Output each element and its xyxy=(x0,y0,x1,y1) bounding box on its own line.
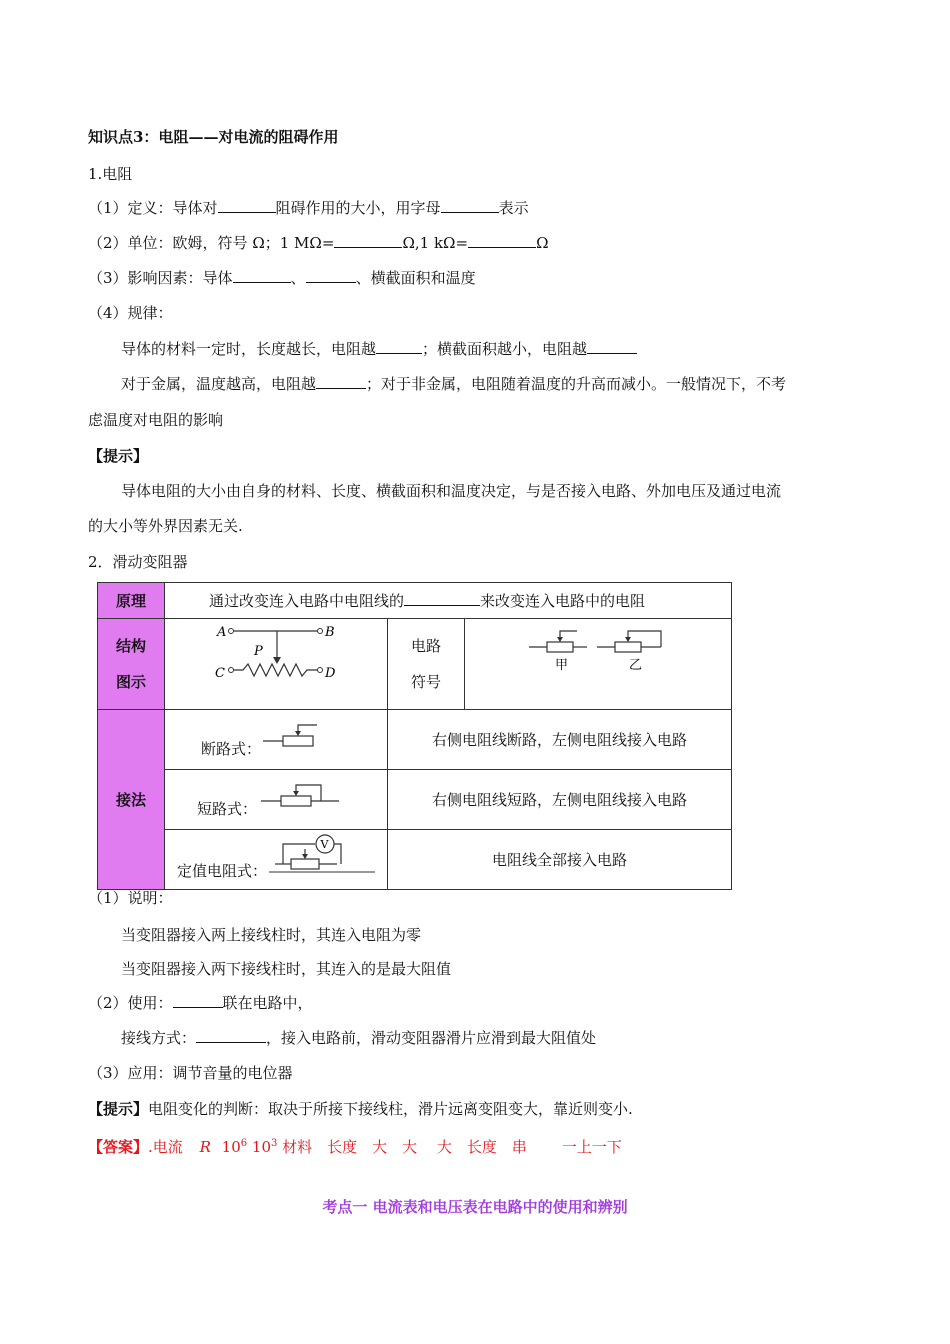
structure-label xyxy=(98,619,165,710)
text: 来改变连入电路中的电阻 xyxy=(480,592,646,610)
footer-heading: 考点一 电流表和电压表在电路中的使用和辨别 xyxy=(322,1198,628,1216)
rule-line-1 xyxy=(121,339,637,359)
short-circuit-desc: 右侧电阻线短路，左侧电阻线接入电路 xyxy=(388,770,732,830)
blank xyxy=(233,268,291,283)
blank xyxy=(173,993,223,1008)
text: 10 xyxy=(221,1138,241,1156)
tip-line-2: 的大小等外界因素无关. xyxy=(88,517,243,535)
rule-line-3: 虑温度对电阻的影响 xyxy=(88,411,224,429)
text: （2）使用： xyxy=(88,994,173,1012)
terminal-d-label: D xyxy=(325,666,336,681)
text: Ω,1 kΩ= xyxy=(402,234,469,252)
tip2-line xyxy=(88,1099,633,1119)
symbol-jia-label: 甲 xyxy=(555,658,569,673)
text: 阻碍作用的大小，用字母 xyxy=(275,199,441,217)
principle-cell xyxy=(165,583,732,619)
answer-line xyxy=(88,1134,622,1157)
text: ；对于非金属，电阻随着温度的升高而减小。一般情况下，不考 xyxy=(366,375,787,393)
symbol-label xyxy=(388,619,465,710)
usage-line xyxy=(88,993,313,1013)
blank xyxy=(196,1028,266,1043)
rheostat-table xyxy=(97,582,732,890)
text: 符号 xyxy=(410,673,441,691)
text: 、 xyxy=(290,269,306,287)
fixed-resistor-desc: 电阻线全部接入电路 xyxy=(388,830,732,890)
text: Ω xyxy=(536,234,549,252)
terminal-b-label: B xyxy=(325,625,335,640)
blank xyxy=(404,591,480,606)
subsection-title: 1.电阻 xyxy=(88,165,133,183)
text: 3 xyxy=(271,1138,278,1149)
wiring-line xyxy=(121,1028,596,1048)
symbol-yi-label: 乙 xyxy=(629,658,643,673)
fixed-resistor-diagram xyxy=(269,832,385,878)
terminal-a-label: A xyxy=(217,625,227,640)
connection-label: 接法 xyxy=(98,710,165,890)
symbol-figure-cell xyxy=(465,619,732,710)
text: ，接入电路前，滑动变阻器滑片应滑到最大阻值处 xyxy=(266,1029,597,1047)
tip2-text: 电阻变化的判断：取决于所接下接线柱，滑片远离变阻变大，靠近则变小. xyxy=(148,1100,633,1118)
blank xyxy=(218,198,276,213)
slider-p-label: P xyxy=(254,644,263,659)
fixed-resistor-cell xyxy=(165,830,388,890)
text: （3）影响因素：导体 xyxy=(88,269,233,287)
blank xyxy=(376,339,422,354)
blank xyxy=(316,374,366,389)
text: 对于金属，温度越高，电阻越 xyxy=(121,375,317,393)
text: 表示 xyxy=(498,199,529,217)
blank xyxy=(587,339,637,354)
blank xyxy=(441,198,499,213)
answer-title: 【答案】 xyxy=(88,1138,149,1156)
text: 、横截面积和温度 xyxy=(355,269,476,287)
explain-line-2: 当变阻器接入两下接线柱时，其连入的是最大阻值 xyxy=(121,960,452,978)
tip2-title: 【提示】 xyxy=(88,1100,149,1118)
text: R xyxy=(199,1138,211,1156)
explain-title: （1）说明： xyxy=(88,889,173,907)
text: 联在电路中， xyxy=(222,994,313,1012)
short-circuit-diagram xyxy=(255,776,395,816)
text: ；横截面积越小，电阻越 xyxy=(422,340,588,358)
apply-line: （3）应用：调节音量的电位器 xyxy=(88,1064,293,1082)
text: 接线方式： xyxy=(121,1029,197,1047)
rule-title: （4）规律： xyxy=(88,304,173,322)
open-circuit-label: 断路式： xyxy=(201,740,262,758)
factor-line xyxy=(88,268,476,288)
open-circuit-diagram xyxy=(255,716,385,756)
text: 材料 长度 大 大 大 长度 串 一上一下 xyxy=(282,1138,622,1156)
text: 电路 xyxy=(410,637,441,655)
short-circuit-label: 短路式： xyxy=(197,800,258,818)
rheostat-structure-diagram xyxy=(165,619,387,705)
structure-figure-cell xyxy=(165,619,388,710)
text: 结构 xyxy=(115,637,146,655)
text: 图示 xyxy=(115,673,146,691)
text: 导体的材料一定时，长度越长，电阻越 xyxy=(121,340,377,358)
rheostat-symbols xyxy=(465,619,731,705)
text: 通过改变连入电路中电阻线的 xyxy=(209,592,405,610)
tip-line-1: 导体电阻的大小由自身的材料、长度、横截面积和温度决定，与是否接入电路、外加电压及通过电流 xyxy=(121,482,782,500)
tip-title: 【提示】 xyxy=(88,447,149,465)
blank xyxy=(334,233,402,248)
text: （2）单位：欧姆，符号 Ω；1 MΩ= xyxy=(88,234,335,252)
text: 10 xyxy=(251,1138,271,1156)
subsection-title-2: 2．滑动变阻器 xyxy=(88,553,188,571)
blank xyxy=(306,268,356,283)
section-heading: 知识点3：电阻——对电流的阻碍作用 xyxy=(88,128,339,146)
voltmeter-label: V xyxy=(320,838,329,851)
fixed-resistor-label: 定值电阻式： xyxy=(177,862,268,880)
definition-line xyxy=(88,198,529,218)
text: .电流 xyxy=(148,1138,183,1156)
text: 6 xyxy=(240,1138,248,1149)
unit-line xyxy=(88,233,549,253)
terminal-c-label: C xyxy=(215,666,225,681)
rule-line-2 xyxy=(121,374,786,394)
blank xyxy=(468,233,536,248)
text: （1）定义：导体对 xyxy=(88,199,218,217)
principle-label: 原理 xyxy=(98,583,165,619)
open-circuit-cell xyxy=(165,710,388,770)
short-circuit-cell xyxy=(165,770,388,830)
open-circuit-desc: 右侧电阻线断路，左侧电阻线接入电路 xyxy=(388,710,732,770)
explain-line-1: 当变阻器接入两上接线柱时，其连入电阻为零 xyxy=(121,926,422,944)
